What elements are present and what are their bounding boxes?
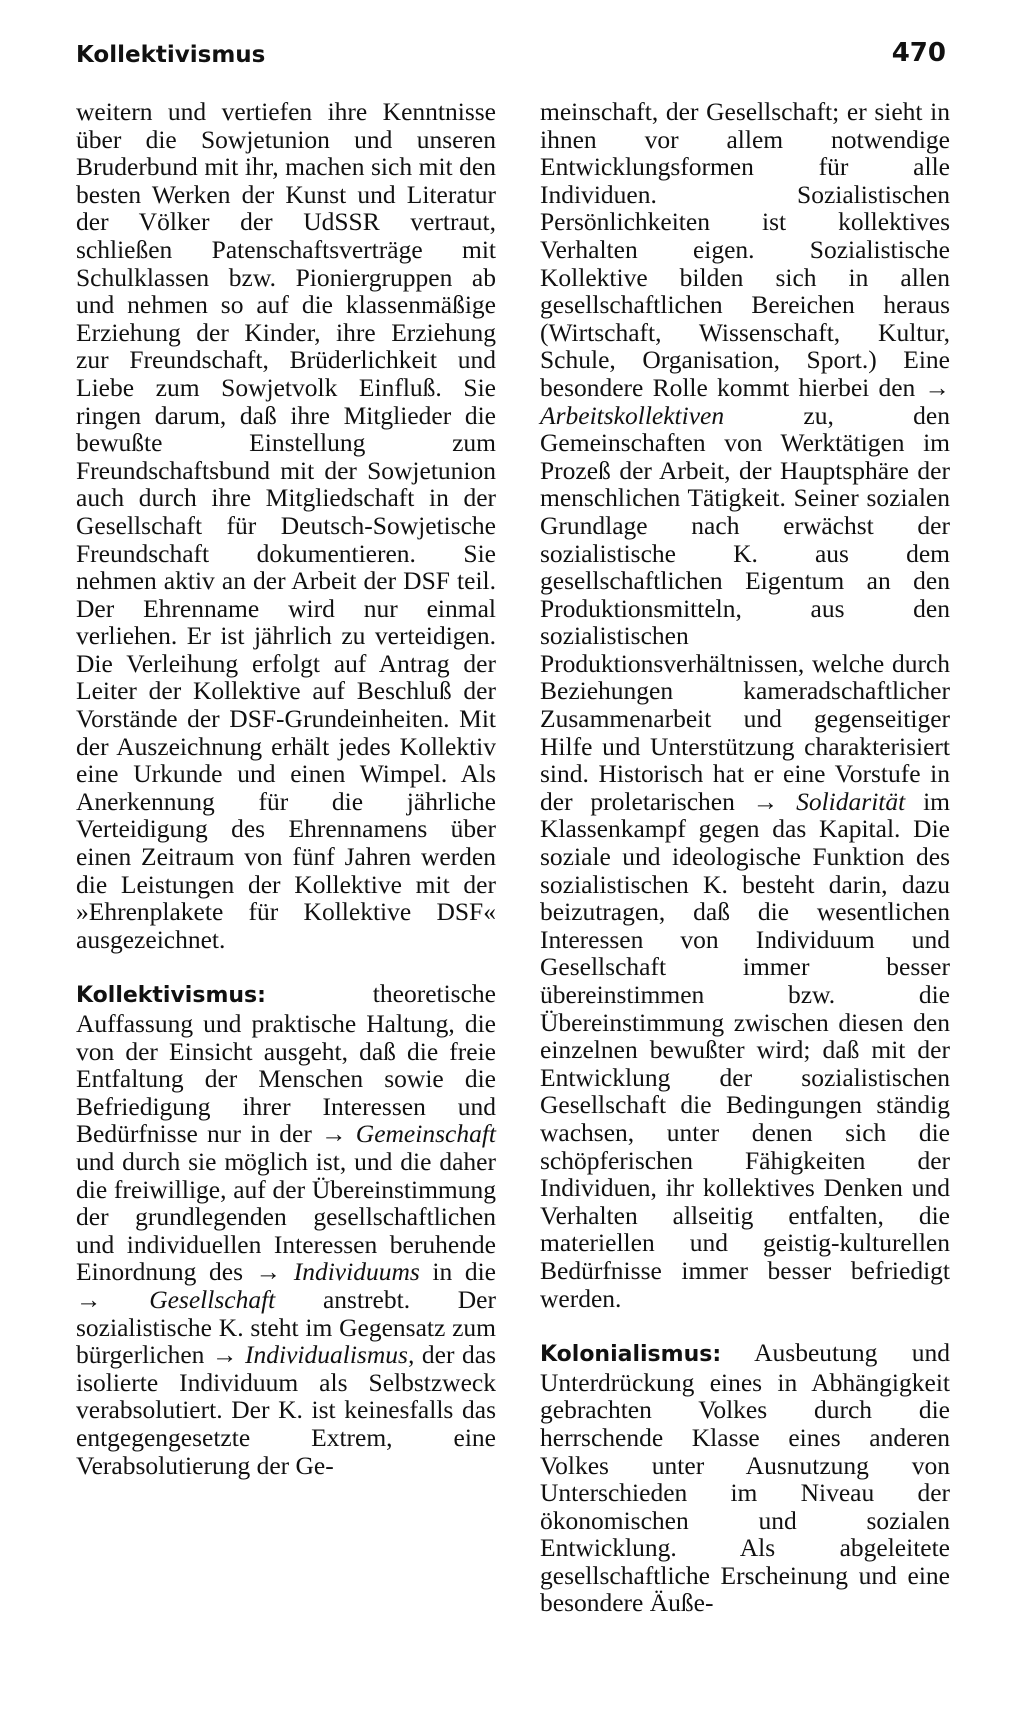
cross-reference-arrow-icon: → <box>321 1119 347 1149</box>
entry-term: Kollektivismus: <box>76 983 266 1009</box>
entry-text: der das isolierte Individuum als Selbstzweck verabsolutiert. Der K. ist keinesfalls das entgegengesetzte Extrem, eine Verabsolutierung der Ge- <box>76 1340 496 1480</box>
entry-text: in die <box>419 1257 496 1287</box>
continued-paragraph <box>540 98 950 1312</box>
entry-text: zu, den Gemeinschaften von Werktätigen im Prozeß der Arbeit, der Hauptsphäre der menschlichen Tätigkeit. Seiner sozialen Grundlage nach erwächst der sozialistische K. aus dem gesellschaftlichen Eigentum an den Produktionsmitteln, aus den sozialistischen Produktionsverhältnissen, welche durch Beziehungen kameradschaftlicher Zusammenarbeit und gegenseitiger Hilfe und Unterstützung charakterisiert sind. Historisch hat er eine Vorstufe in der proletarischen <box>540 400 950 816</box>
cross-reference-link[interactable]: Gemeinschaft <box>346 1119 496 1149</box>
cross-reference-arrow-icon: → <box>924 372 950 402</box>
page-header <box>76 38 946 82</box>
entry-text: im Klassenkampf gegen das Kapital. Die soziale und ideologische Funktion des sozialistischen K. besteht darin, dazu beizutragen, daß die wesentlichen Interessen von Individuum und Gesellschaft immer besser übereinstimmen bzw. die Übereinstimmung zwischen diesen den einzelnen bewußter wird; daß mit der Entwicklung der sozialistischen Gesellschaft die Bedingungen ständig wachsen, unter denen sich die schöpferischen Fähigkeiten der Individuen, ihr kollektives Denken und Verhalten allseitig entfalten, die materiellen und geistig-kulturellen Bedürfnisse immer besser befriedigt werden. <box>540 786 950 1313</box>
page-number: 470 <box>891 38 946 68</box>
entry-kolonialismus <box>540 1339 950 1617</box>
cross-reference-link[interactable]: Individuums <box>281 1257 420 1287</box>
entry-text: und durch sie möglich ist, und die daher die freiwillige, auf der Übereinstimmung der grundlegenden gesellschaftlichen und individuellen Interessen beruhende Einordnung des <box>76 1146 496 1287</box>
cross-reference-arrow-icon: → <box>76 1284 102 1314</box>
cross-reference-arrow-icon: → <box>752 786 779 816</box>
entry-text: anstrebt. Der sozialistische K. steht im Gegensatz zum bürgerlichen <box>76 1284 496 1370</box>
right-column <box>540 98 950 1617</box>
cross-reference-link[interactable]: Arbeitskollektiven <box>540 400 725 430</box>
continued-paragraph: weitern und vertiefen ihre Kenntnisse über die Sowjetunion und unseren Bruderbund mit ihr, machen sich mit den besten Werken der Kunst und Literatur der Völker der UdSSR vertraut, schließen Patenschaftsverträge mit Schulklassen bzw. Pioniergruppen ab und nehmen so auf die klassenmäßige Erziehung der Kinder, ihre Erziehung zur Freundschaft, Brüderlichkeit und Liebe zum Sowjetvolk Einfluß. Sie ringen darum, daß ihre Mitglieder die bewußte Einstellung zum Freundschaftsbund mit der Sowjetunion auch durch ihre Mitgliedschaft in der Gesellschaft für Deutsch-Sowjetische Freundschaft dokumentieren. Sie nehmen aktiv an der Arbeit der DSF teil. Der Ehrenname wird nur einmal verliehen. Er ist jährlich zu verteidigen. Die Verleihung erfolgt auf Antrag der Leiter der Kollektive auf Beschluß der Vorstände der DSF-Grundeinheiten. Mit der Auszeichnung erhält jedes Kollektiv eine Urkunde und einen Wimpel. Als Anerkennung für die jährliche Verteidigung des Ehrennamens über einen Zeitraum von fünf Jahren werden die Leistungen der Kollektive mit der »Ehrenplakete für Kollektive DSF« ausgezeichnet. <box>76 97 496 954</box>
left-column <box>76 98 496 1479</box>
cross-reference-link[interactable]: Gesellschaft <box>101 1284 276 1314</box>
cross-reference-arrow-icon: → <box>255 1257 282 1287</box>
cross-reference-link[interactable]: Solidarität <box>778 786 906 816</box>
running-head: Kollektivismus <box>76 42 266 68</box>
cross-reference-link[interactable]: Individualismus, <box>237 1340 415 1370</box>
entry-kollektivismus <box>76 980 496 1479</box>
cross-reference-arrow-icon: → <box>211 1340 238 1370</box>
entry-text: theoretische Auffassung und praktische Haltung, die von der Einsicht ausgeht, daß die freie Entfaltung der Menschen sowie die Befriedigung ihrer Interessen und Bedürfnisse nur in der <box>76 979 496 1149</box>
entry-term: Kolonialismus: <box>540 1342 722 1368</box>
entry-text: meinschaft, der Gesellschaft; er sieht in ihnen vor allem notwendige Entwicklungsformen für alle Individuen. Sozialistischen Persönlichkeiten ist kollektives Verhalten eigen. Sozialistische Kollektive bilden sich in allen gesellschaftlichen Bereichen heraus (Wirtschaft, Wissenschaft, Kultur, Schule, Organisation, Sport.) Eine besondere Rolle kommt hierbei den <box>540 97 950 402</box>
entry-text: Ausbeutung und Unterdrückung eines in Abhängigkeit gebrachten Volkes durch die herrschende Klasse eines anderen Volkes unter Ausnutzung von Unterschieden im Niveau der ökonomischen und sozialen Entwicklung. Als abgeleitete gesellschaftliche Erscheinung und eine besondere Äuße- <box>540 1338 950 1618</box>
